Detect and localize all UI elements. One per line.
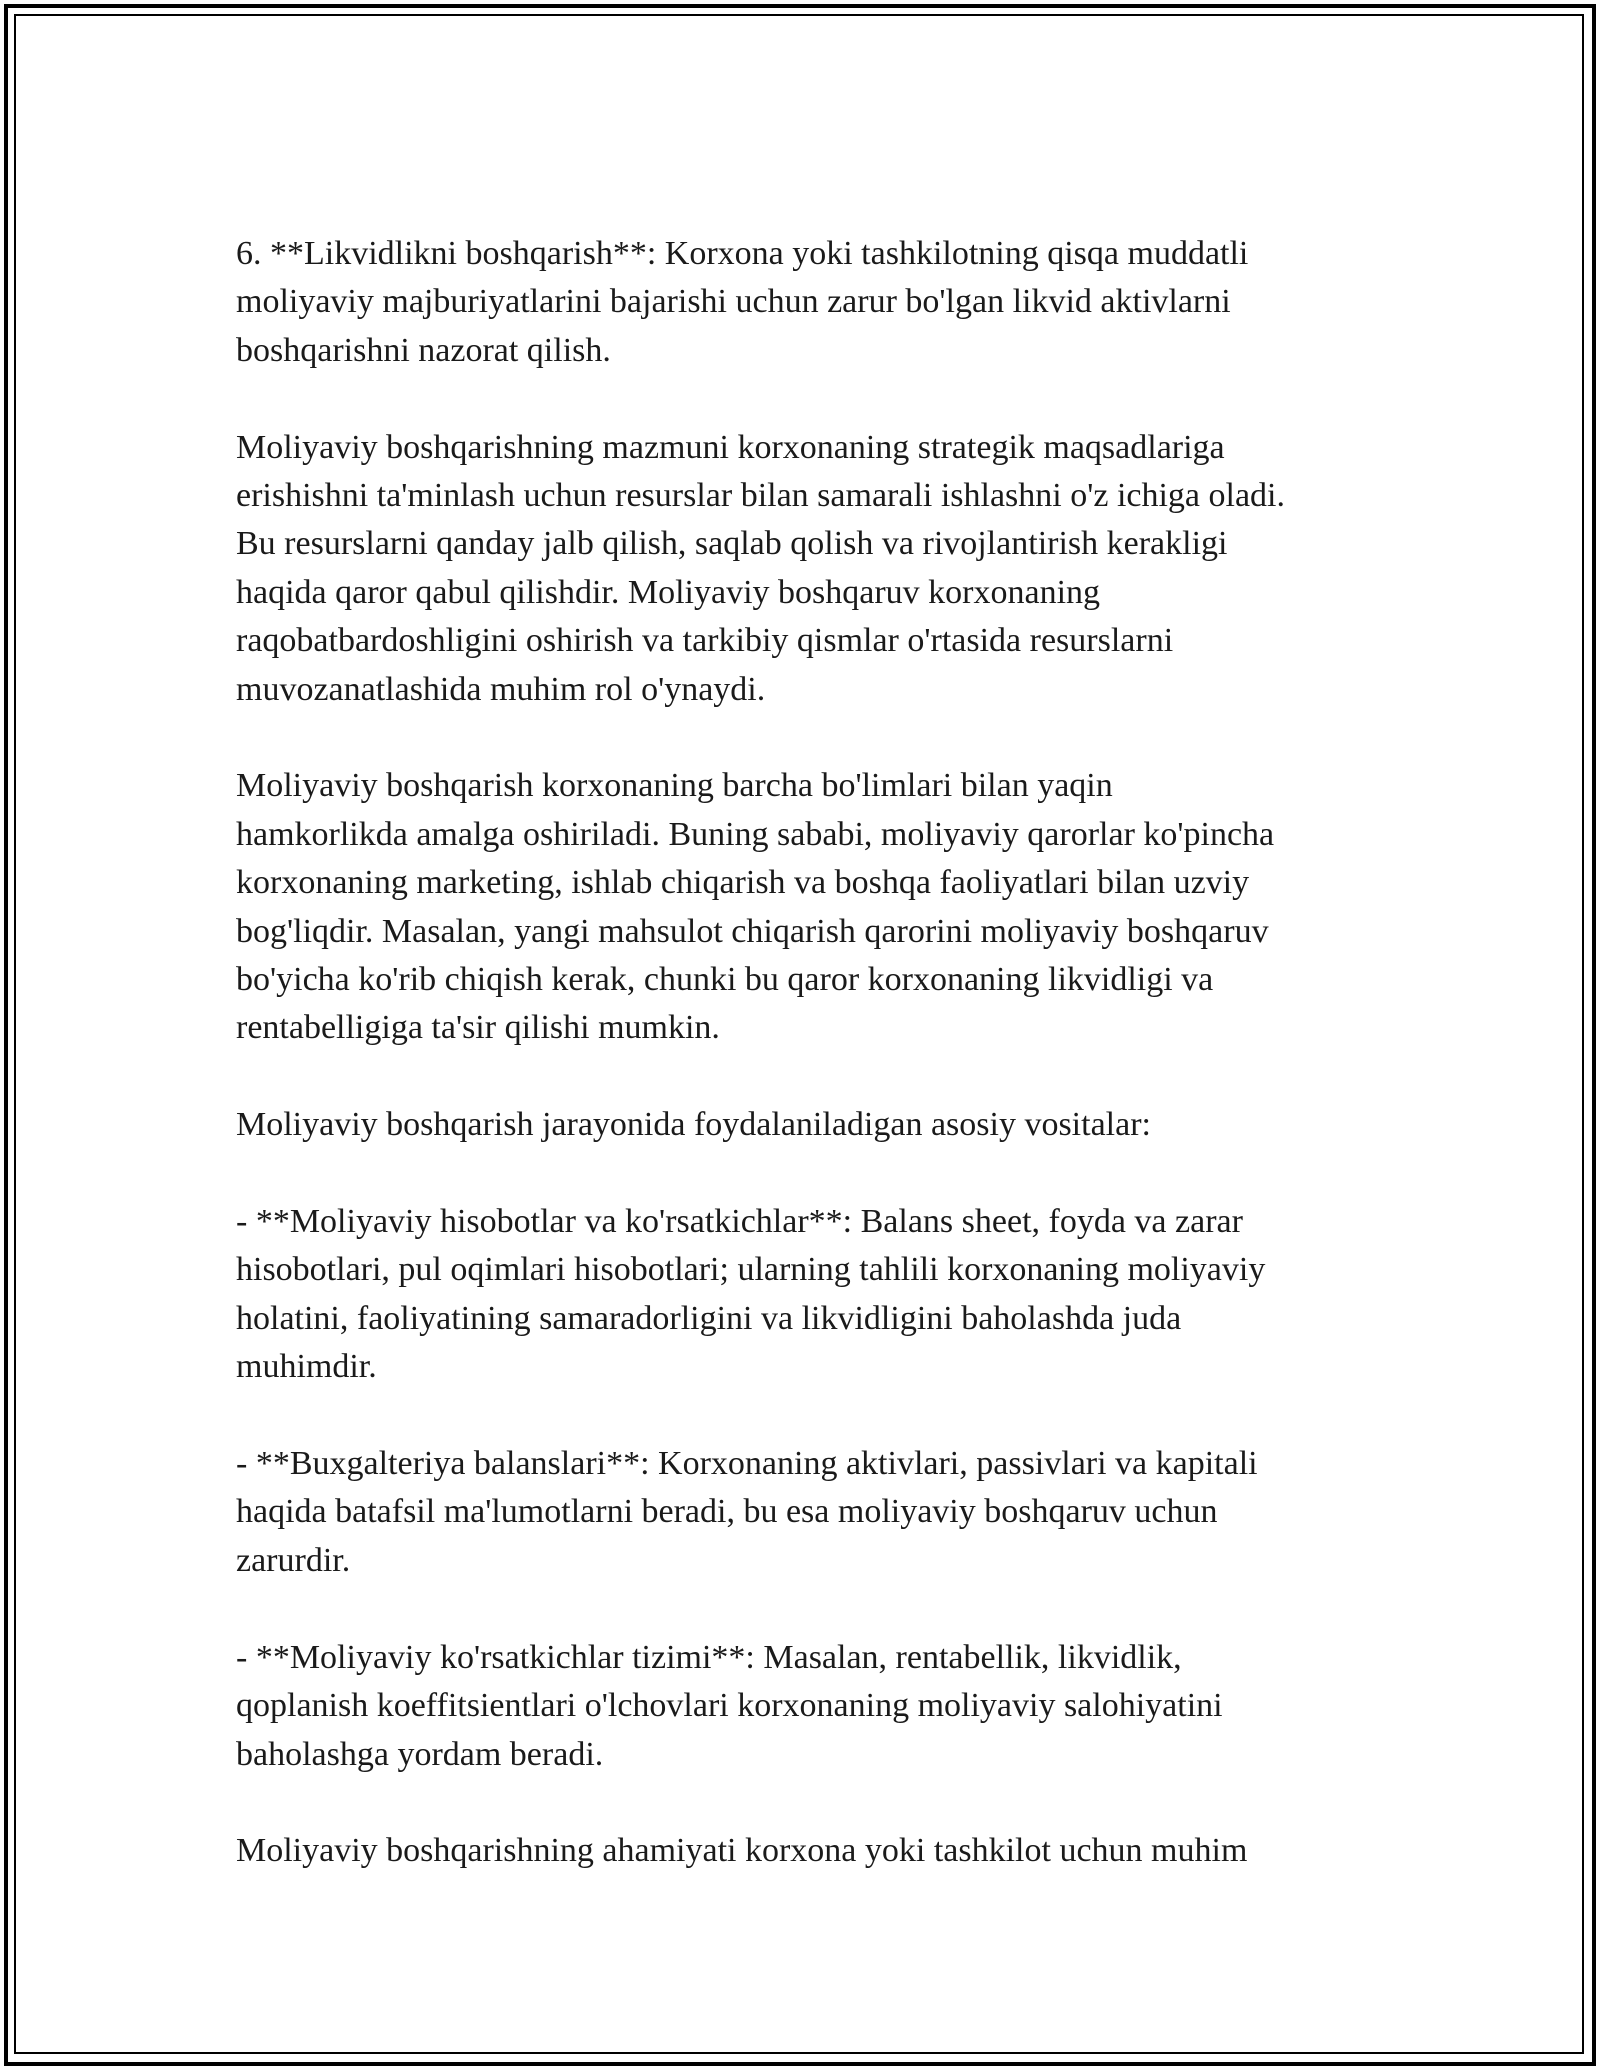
paragraph-liquidity-management: 6. **Likvidlikni boshqarish**: Korxona yoki tashkilotning qisqa muddatli moliyaviy majburiyatlarini bajarishi uchun zarur bo'lgan likvid aktivlarni boshqarishni nazorat qilish.	[236, 235, 1249, 369]
list-item-financial-reports: - **Moliyaviy hisobotlar va ko'rsatkichlar**: Balans sheet, foyda va zarar hisobotlari, pul oqimlari hisobotlari; ularning tahlili korxonaning moliyaviy holatini, faoliyatining samaradorligini va likvidligini baholashda juda muhimdir.	[236, 1203, 1266, 1386]
paragraph-tools-intro: Moliyaviy boshqarish jarayonida foydalaniladigan asosiy vositalar:	[236, 1106, 1151, 1144]
document-body	[236, 230, 1376, 1876]
paragraph-cooperation-with-departments: Moliyaviy boshqarish korxonaning barcha bo'limlari bilan yaqin hamkorlikda amalga oshiriladi. Buning sababi, moliyaviy qarorlar ko'pincha korxonaning marketing, ishlab chiqarish va boshqa faoliyatlari bilan uzviy bog'liqdir. Masalan, yangi mahsulot chiqarish qarorini moliyaviy boshqaruv bo'yicha ko'rib chiqish kerak, chunki bu qaror korxonaning likvidligi va rentabelligiga ta'sir qilishi mumkin.	[236, 767, 1275, 1047]
list-item-accounting-balances: - **Buxgalteriya balanslari**: Korxonaning aktivlari, passivlari va kapitali haqida batafsil ma'lumotlarni beradi, bu esa moliyaviy boshqaruv uchun zarurdir.	[236, 1445, 1258, 1579]
list-item-financial-indicators-system: - **Moliyaviy ko'rsatkichlar tizimi**: Masalan, rentabellik, likvidlik, qoplanish koeffitsientlari o'lchovlari korxonaning moliyaviy salohiyatini baholashga yordam beradi.	[236, 1638, 1223, 1773]
paragraph-content-of-financial-management: Moliyaviy boshqarishning mazmuni korxonaning strategik maqsadlariga erishishni ta'minlash uchun resurslar bilan samarali ishlashni o'z ichiga oladi. Bu resurslarni qanday jalb qilish, saqlab qolish va rivojlantirish kerakligi haqida qaror qabul qilishdir. Moliyaviy boshqaruv korxonaning raqobatbardoshligini oshirish va tarkibiy qismlar o'rtasida resurslarni muvozanatlashida muhim rol o'ynaydi.	[236, 428, 1286, 708]
paragraph-importance: Moliyaviy boshqarishning ahamiyati korxona yoki tashkilot uchun muhim	[236, 1832, 1248, 1870]
